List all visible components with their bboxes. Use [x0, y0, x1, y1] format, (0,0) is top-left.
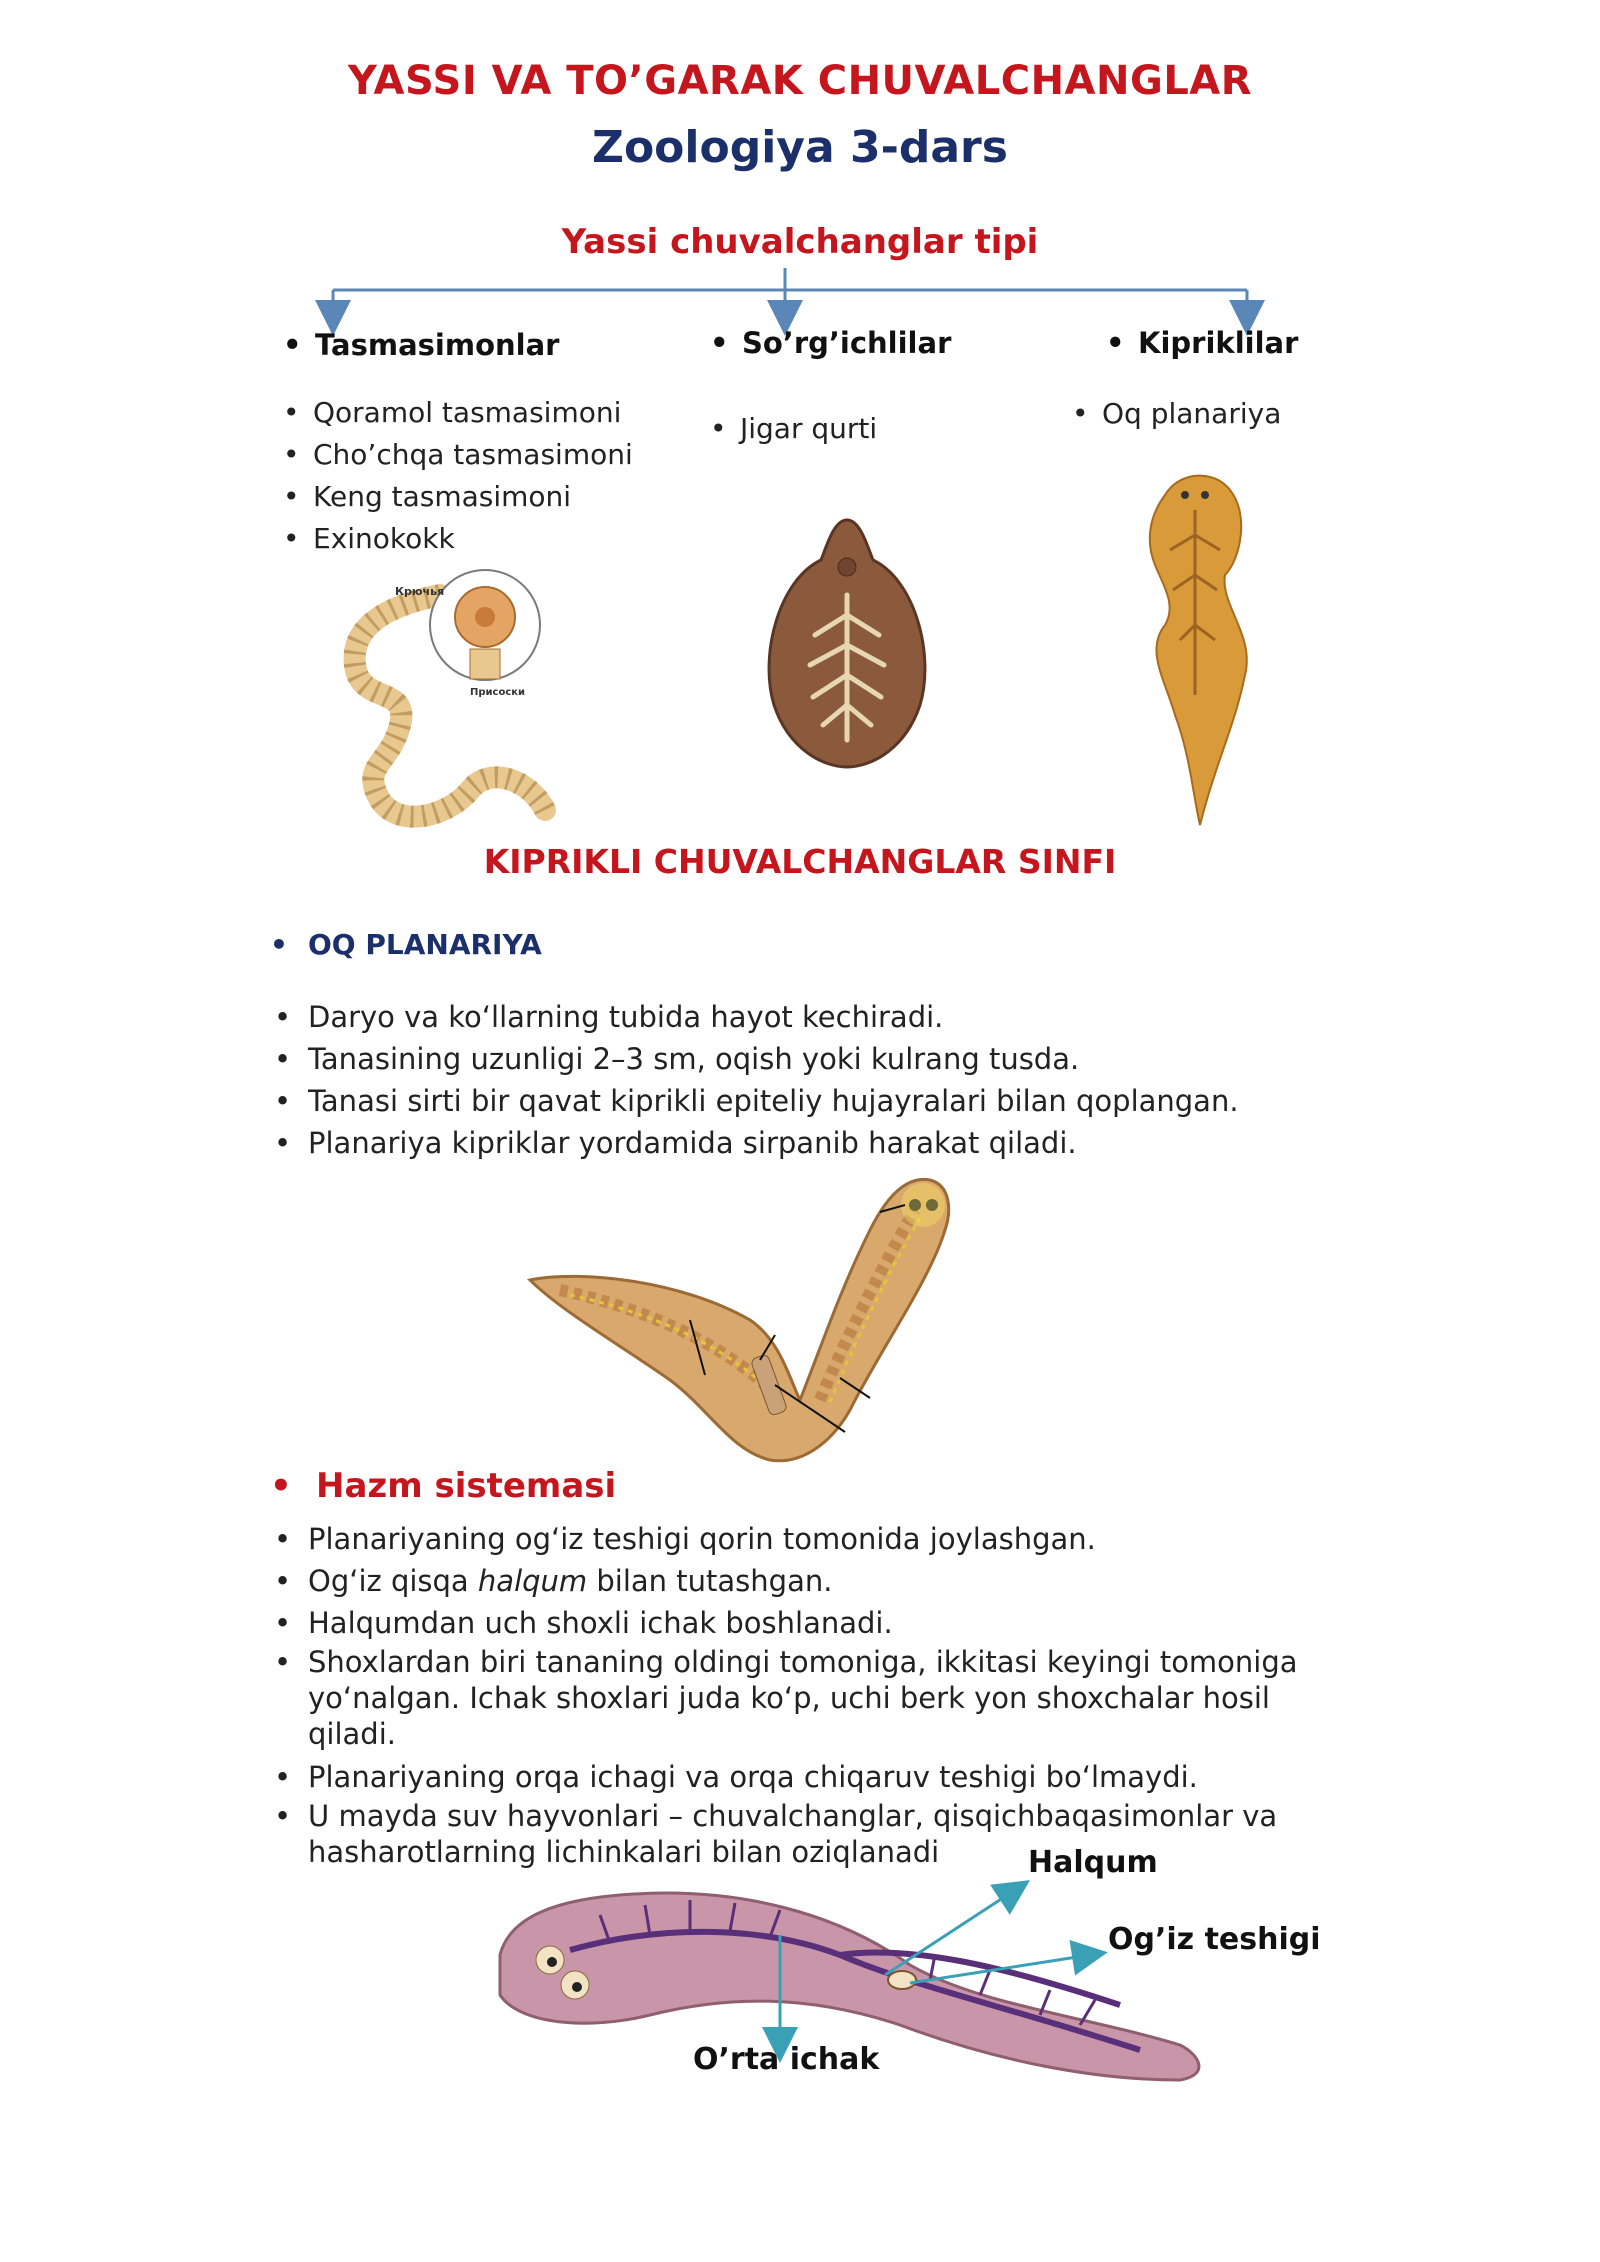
hazm-facts: [270, 1518, 1350, 1870]
tip-heading: Yassi chuvalchanglar tipi: [561, 222, 1039, 262]
list-item: • Shoxlardan biri tananing oldingi tomoniga, ikkitasi keyingi tomoniga yo‘nalgan. Ichak shoxlari juda ko‘p, uchi berk yon shoxchalar hosil qiladi.: [270, 1644, 1350, 1752]
list-item: • Planariyaning og‘iz teshigi qorin tomonida joylashgan.: [270, 1518, 1350, 1560]
classification-tree: [0, 0, 1600, 340]
list-item: • Exinokokk: [283, 522, 455, 555]
column-heading-tasmasimonlar: • Tasmasimonlar: [283, 328, 560, 362]
list-item: • Planariyaning orqa ichagi va orqa chiqaruv teshigi bo‘lmaydi.: [270, 1756, 1350, 1798]
list-item: • Halqumdan uch shoxli ichak boshlanadi.: [270, 1602, 1350, 1644]
kipriklilar-list: [1072, 393, 1281, 435]
column-heading-sorgichlilar: • So’rg’ichlilar: [710, 326, 952, 360]
column-heading-kipriklilar: • Kipriklilar: [1106, 326, 1299, 360]
sorgichlilar-list: [710, 408, 877, 450]
list-item: • Keng tasmasimoni: [283, 480, 572, 513]
list-item: • Tanasining uzunligi 2–3 sm, oqish yoki kulrang tusda.: [270, 1038, 1370, 1080]
section-title-kiprikli: KIPRIKLI CHUVALCHANGLAR SINFI: [483, 842, 1117, 881]
list-item: • Daryo va ko‘llarning tubida hayot kechiradi.: [270, 996, 1370, 1038]
label-orta-ichak: O’rta ichak: [693, 2042, 880, 2077]
label-ogiz-teshigi: Og’iz teshigi: [1108, 1922, 1321, 1957]
tapeworm-illustration: [330, 565, 580, 835]
list-item: • Planariya kipriklar yordamida sirpanib harakat qiladi.: [270, 1122, 1370, 1164]
list-item: • Cho’chqa tasmasimoni: [283, 438, 633, 471]
list-item: • Jigar qurti: [710, 412, 878, 445]
hooks-label: Крючья: [395, 585, 445, 598]
page-title: YASSI VA TO’GARAK CHUVALCHANGLAR: [347, 58, 1253, 104]
oq-planariya-heading: • OQ PLANARIYA: [270, 928, 542, 961]
list-item: • U mayda suv hayvonlari – chuvalchanglar, qisqichbaqasimonlar va hasharotlarning lichinkalari bilan oziqlanadi: [270, 1798, 1350, 1870]
list-item: • Og‘iz qisqa halqum bilan tutashgan.: [270, 1560, 1350, 1602]
page-subtitle: Zoologiya 3-dars: [592, 122, 1008, 173]
tasmasimonlar-list: [283, 392, 633, 560]
list-item: • Tanasi sirti bir qavat kiprikli epiteliy hujayralari bilan qoplangan.: [270, 1080, 1370, 1122]
liver-fluke-illustration: [755, 515, 940, 770]
planarian-anatomy-illustration: [520, 1170, 1020, 1470]
hazm-heading: • Hazm sistemasi: [270, 1466, 617, 1506]
suckers-label: Присоски: [470, 687, 526, 698]
digestive-system-diagram: [480, 1855, 1300, 2095]
label-halqum: Halqum: [1028, 1845, 1158, 1880]
list-item: • Qoramol tasmasimoni: [283, 396, 622, 429]
oq-planariya-facts: [270, 996, 1370, 1164]
planarian-small-illustration: [1105, 465, 1305, 835]
list-item: • Oq planariya: [1072, 397, 1282, 430]
